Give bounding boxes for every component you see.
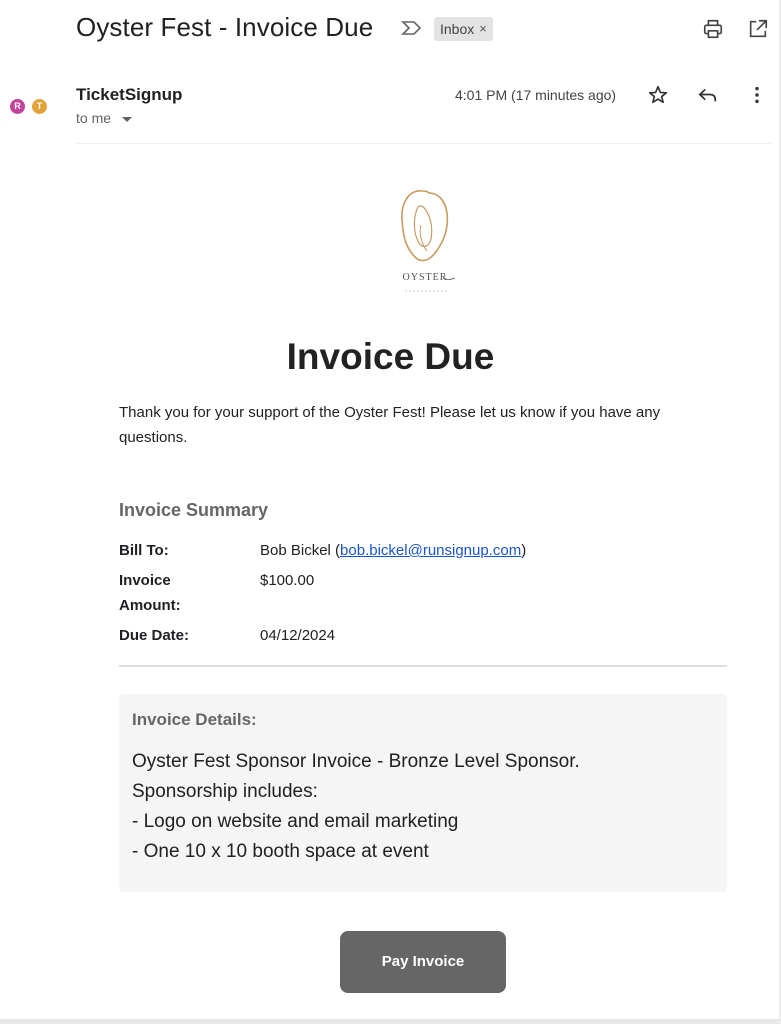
reply-icon[interactable] bbox=[697, 84, 719, 106]
bill-to-email-link[interactable]: bob.bickel@runsignup.com bbox=[340, 542, 522, 559]
sender-name: TicketSignup bbox=[76, 85, 183, 104]
recipient-details-toggle[interactable]: to me bbox=[76, 110, 112, 126]
email-subject: Oyster Fest - Invoice Due bbox=[76, 12, 374, 42]
invoice-amount-value: $100.00 bbox=[260, 572, 315, 589]
invoice-amount-label bbox=[119, 568, 181, 618]
more-vertical-icon[interactable] bbox=[746, 84, 768, 106]
avatar-initial-r: R bbox=[10, 99, 25, 114]
important-marker-icon[interactable] bbox=[401, 20, 423, 36]
avatar-initial-t: T bbox=[32, 99, 47, 114]
email-timestamp: 4:01 PM (17 minutes ago) bbox=[455, 87, 617, 103]
open-in-new-window-icon[interactable] bbox=[747, 18, 769, 40]
due-date-label: Due Date: bbox=[119, 627, 190, 644]
due-date-value: 04/12/2024 bbox=[260, 627, 336, 644]
invoice-details-heading: Invoice Details: bbox=[132, 710, 257, 729]
details-line: - One 10 x 10 booth space at event bbox=[132, 841, 429, 862]
oyster-fest-logo bbox=[385, 185, 465, 300]
pay-invoice-button[interactable]: Pay Invoice bbox=[340, 931, 506, 993]
invoice-amount-label-line2: Amount: bbox=[119, 597, 181, 614]
invoice-amount-label-line1: Invoice bbox=[119, 572, 171, 589]
bill-to-close: ) bbox=[521, 542, 527, 559]
window-bottom-edge bbox=[0, 1019, 781, 1024]
chevron-down-icon[interactable] bbox=[122, 117, 132, 122]
print-icon[interactable] bbox=[702, 18, 724, 40]
invoice-title: Invoice Due bbox=[286, 336, 495, 377]
bill-to-label: Bill To: bbox=[119, 542, 169, 559]
email-body-top-border bbox=[76, 143, 771, 144]
inbox-label-chip bbox=[434, 17, 493, 41]
sender-avatar bbox=[6, 84, 52, 130]
remove-label-button[interactable]: × bbox=[479, 21, 487, 36]
summary-divider bbox=[119, 665, 727, 667]
details-line: Sponsorship includes: bbox=[132, 781, 318, 802]
details-line: - Logo on website and email marketing bbox=[132, 811, 459, 832]
intro-paragraph: Thank you for your support of the Oyster Fest! Please let us know if you have any questions. bbox=[119, 404, 661, 446]
details-line: Oyster Fest Sponsor Invoice - Bronze Level Sponsor. bbox=[132, 751, 580, 772]
bill-to-value bbox=[260, 538, 526, 563]
bill-to-name: Bob Bickel ( bbox=[260, 542, 341, 559]
invoice-summary-heading: Invoice Summary bbox=[119, 500, 269, 520]
star-icon[interactable] bbox=[647, 84, 669, 106]
invoice-details-box bbox=[119, 694, 727, 892]
inbox-label-text: Inbox bbox=[440, 21, 475, 37]
logo-text: OYSTER bbox=[402, 272, 448, 283]
